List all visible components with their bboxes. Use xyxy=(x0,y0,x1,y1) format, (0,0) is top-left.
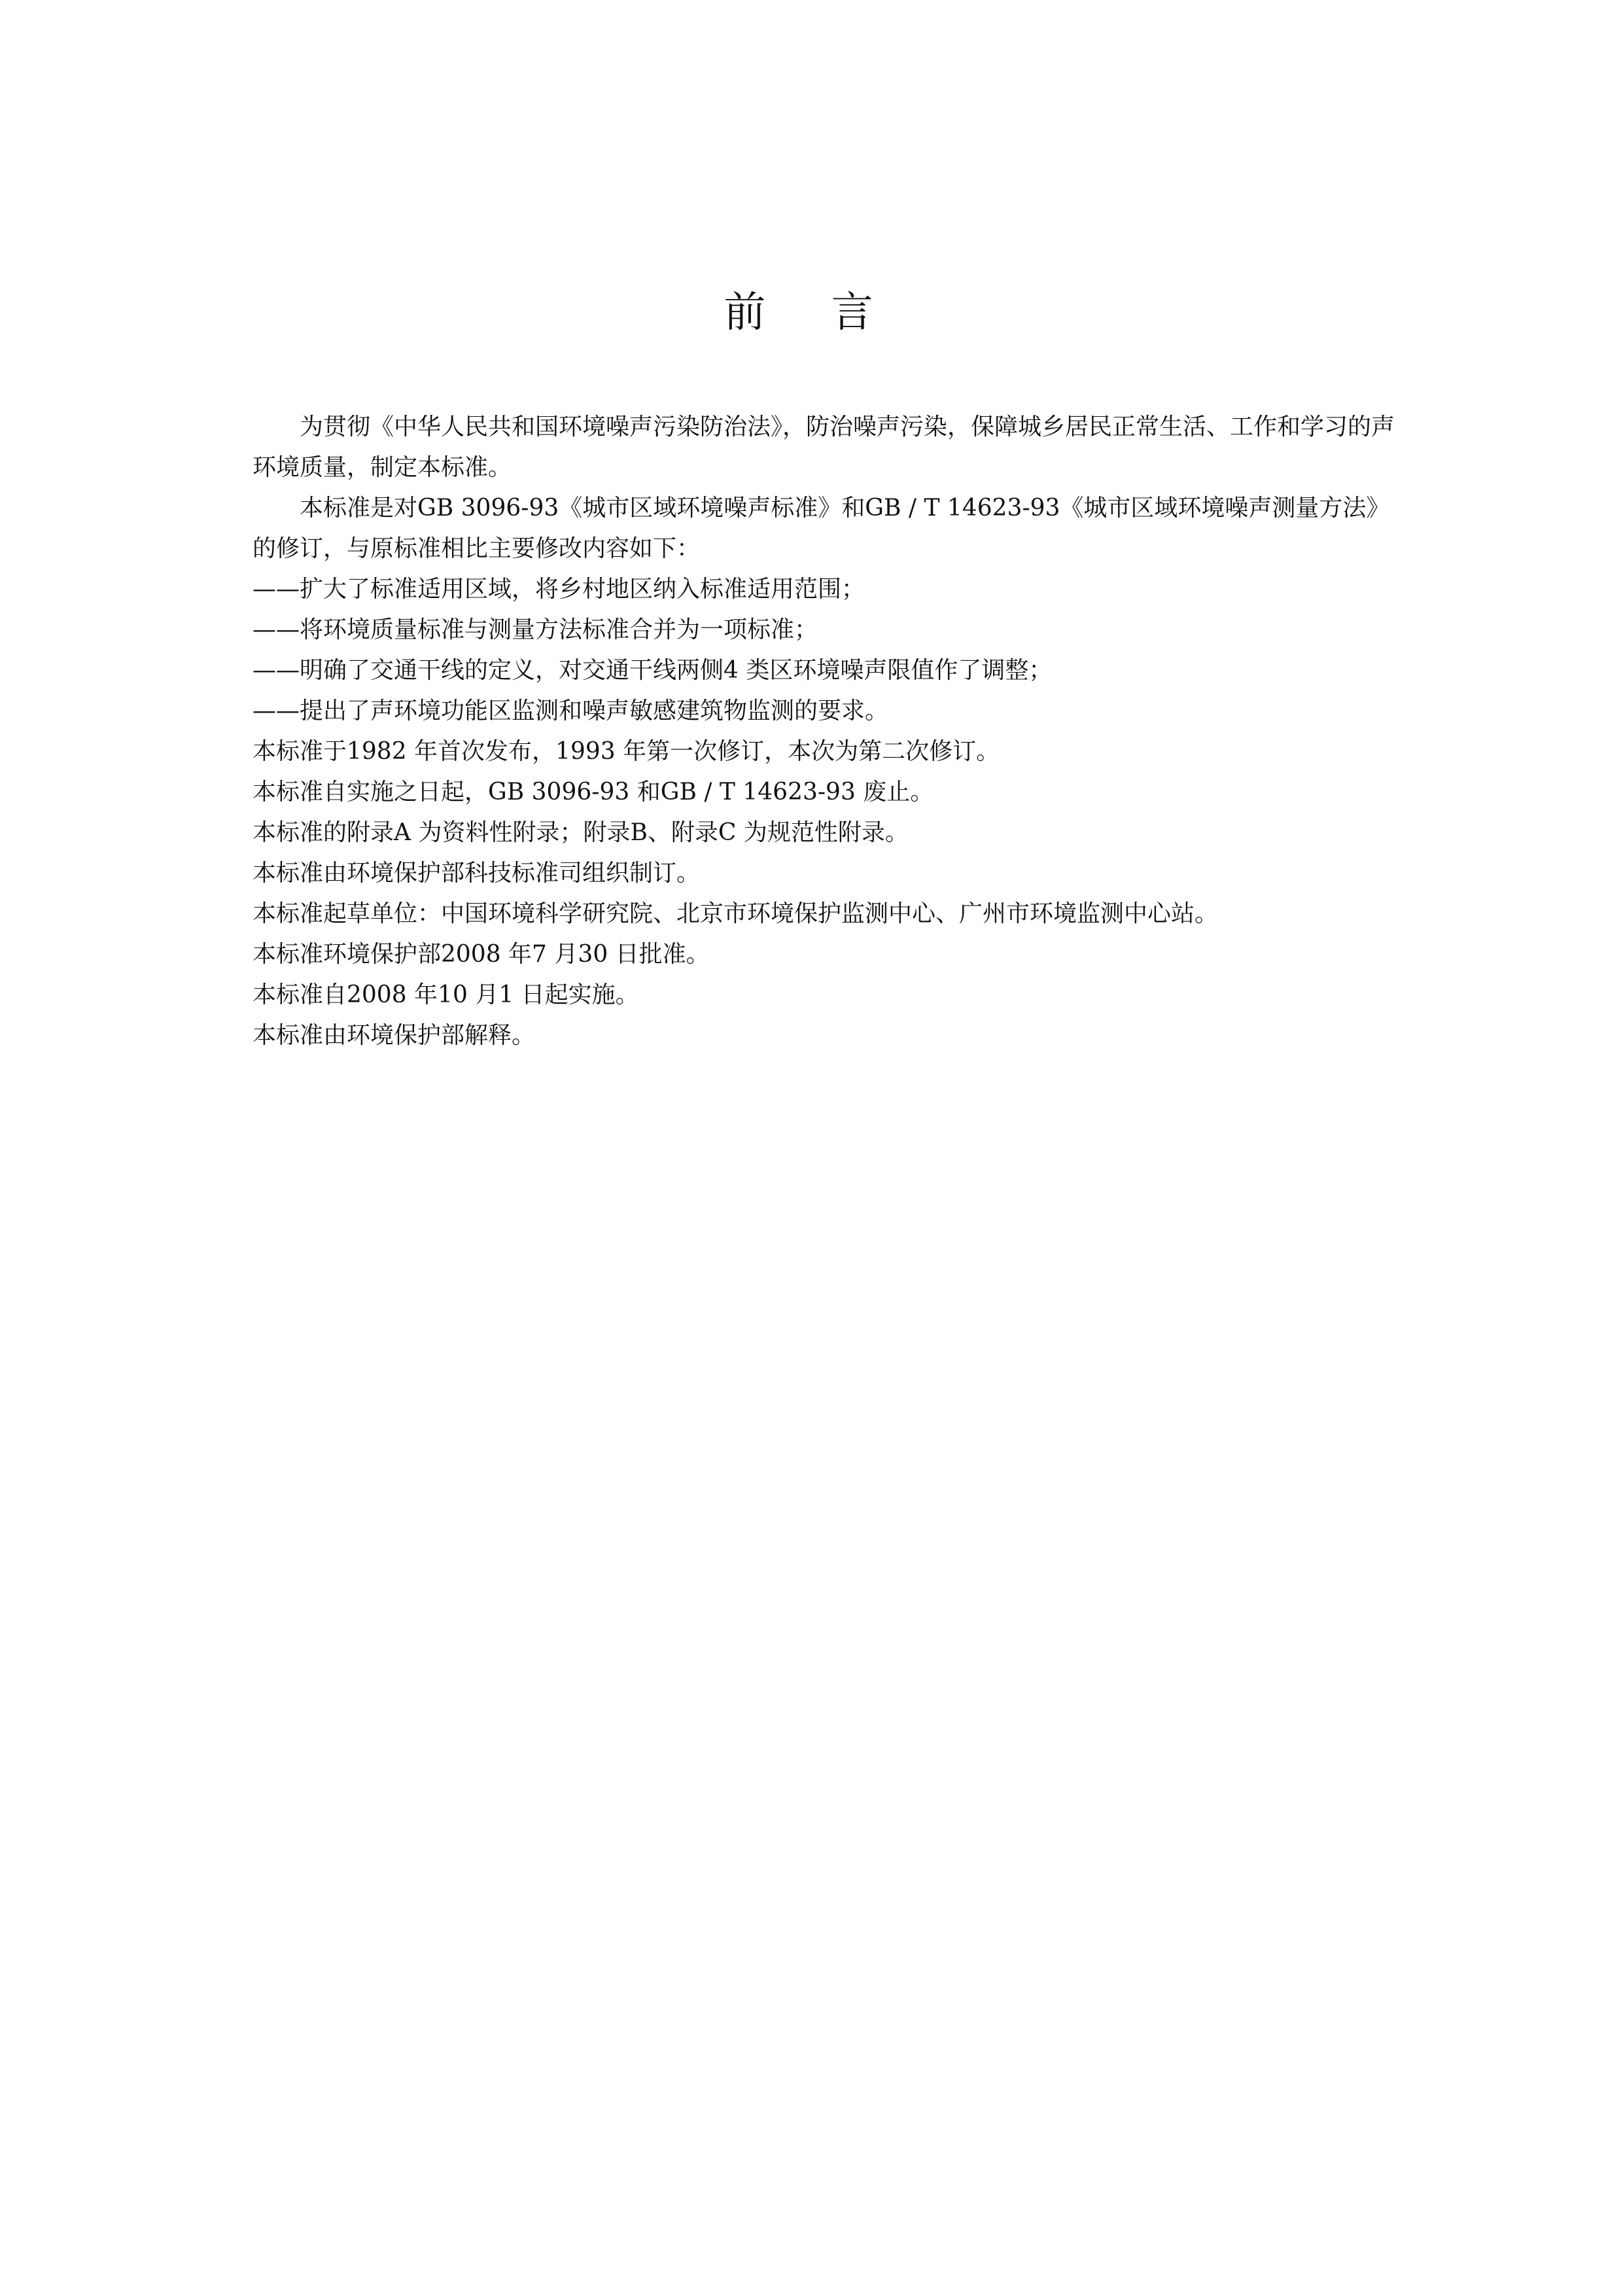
statement-line: 本标准由环境保护部解释。 xyxy=(253,1022,536,1049)
statement-line: 本标准的附录A 为资料性附录；附录B、附录C 为规范性附录。 xyxy=(253,819,909,846)
page-title: 前 言 xyxy=(724,289,899,337)
change-item: ——提出了声环境功能区监测和噪声敏感建筑物监测的要求。 xyxy=(253,698,889,724)
statement-line: 本标准起草单位：中国环境科学研究院、北京市环境保护监测中心、广州市环境监测中心站。 xyxy=(253,900,1219,927)
statement-line: 本标准由环境保护部科技标准司组织制订。 xyxy=(253,860,701,887)
statement-line: 本标准环境保护部2008 年7 月30 日批准。 xyxy=(253,941,710,968)
change-item: ——明确了交通干线的定义，对交通干线两侧4 类区环境噪声限值作了调整； xyxy=(253,657,1053,684)
change-item: ——扩大了标准适用区域，将乡村地区纳入标准适用范围； xyxy=(253,576,865,603)
statement-line: 本标准自实施之日起，GB 3096-93 和GB / T 14623-93 废止。 xyxy=(253,779,934,805)
document-body xyxy=(253,407,1404,1056)
statement-line: 本标准于1982 年首次发布，1993 年第一次修订，本次为第二次修订。 xyxy=(253,738,1000,765)
revision-paragraph: 本标准是对GB 3096-93《城市区域环境噪声标准》和GB / T 14623-93《城市区域环境噪声测量方法》的修订，与原标准相比主要修改内容如下： xyxy=(253,495,1390,562)
intro-paragraph: 为贯彻《中华人民共和国环境噪声污染防治法》，防治噪声污染，保障城乡居民正常生活、工作和学习的声环境质量，制定本标准。 xyxy=(253,414,1395,481)
change-item: ——将环境质量标准与测量方法标准合并为一项标准； xyxy=(253,616,818,643)
statement-line: 本标准自2008 年10 月1 日起实施。 xyxy=(253,981,639,1008)
